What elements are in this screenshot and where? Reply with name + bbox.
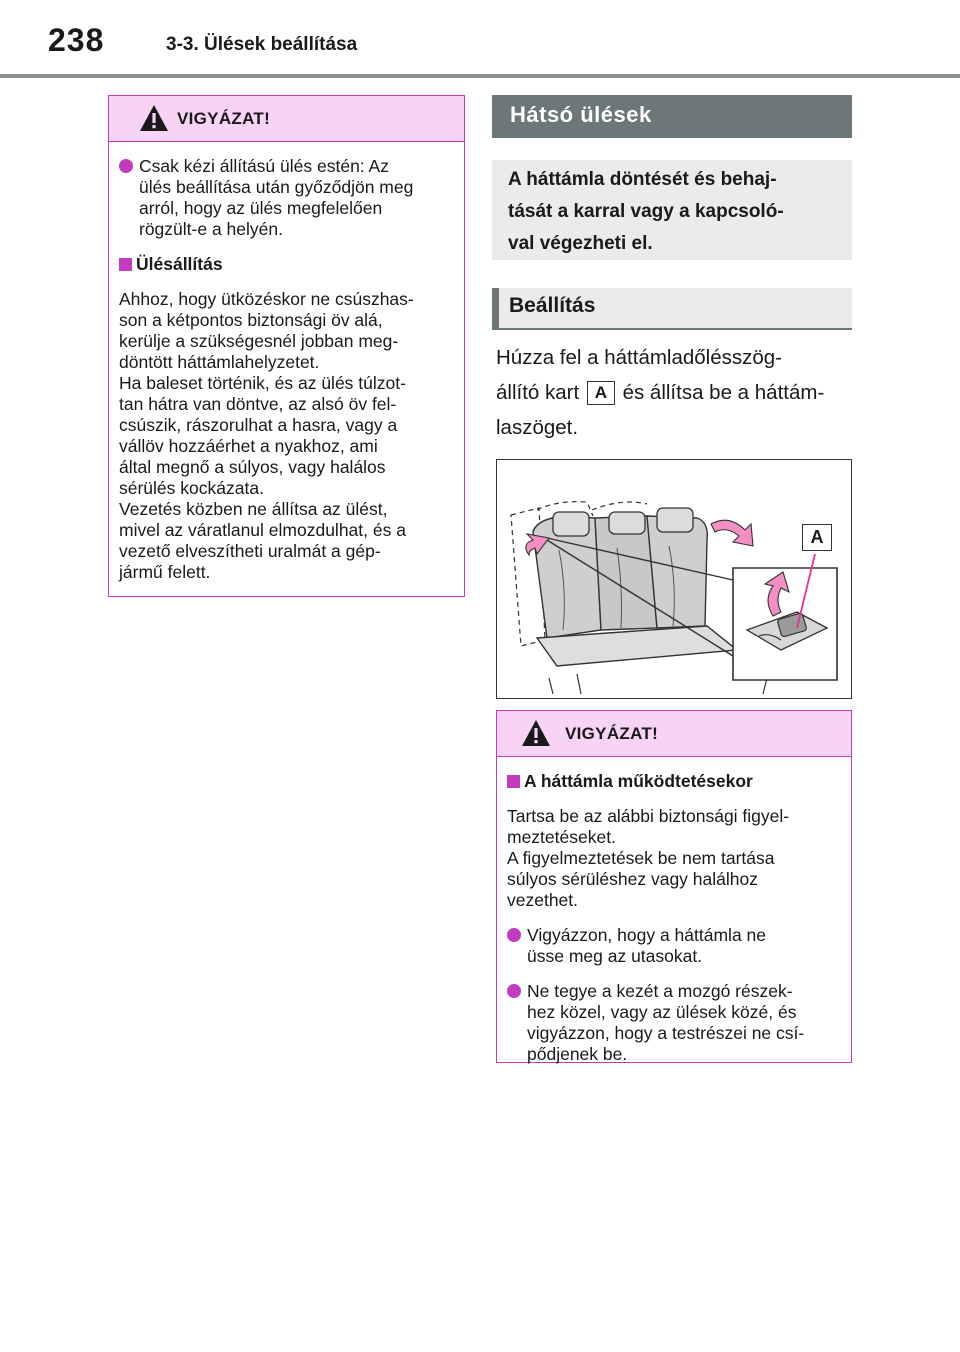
section-title: 3-3. Ülések beállítása <box>166 34 358 55</box>
instruction-line-3: laszöget. <box>496 416 579 439</box>
rear-seat-illustration <box>496 459 852 699</box>
rear-seat-drawing <box>497 460 852 699</box>
bullet-dot-icon <box>119 159 133 173</box>
bullet-dot-icon <box>507 984 521 998</box>
warning-bullet <box>507 925 835 967</box>
section-banner: Hátsó ülések <box>492 95 852 138</box>
warning-body <box>109 142 464 609</box>
warning-box-right <box>496 710 852 1063</box>
warning-subheading <box>507 771 835 792</box>
setting-heading: Beállítás <box>492 288 852 330</box>
warning-box-left <box>108 95 465 597</box>
instruction-line-2-start: állító kart <box>496 381 580 404</box>
warning-header <box>109 96 464 142</box>
warning-header <box>497 711 851 757</box>
bullet-text: Vigyázzon, hogy a háttámla ne üsse meg az utasokat. <box>527 925 767 966</box>
page-number: 238 <box>48 22 105 58</box>
intro-box <box>492 160 852 260</box>
warning-triangle-icon <box>139 104 169 132</box>
warning-label: VIGYÁZAT! <box>177 109 271 128</box>
bullet-dot-icon <box>507 928 521 942</box>
instruction-line-2-end: és állítsa be a háttám- <box>622 381 825 404</box>
warning-body <box>497 757 851 1091</box>
warning-subheading <box>119 254 448 275</box>
instruction-line-1: Húzza fel a háttámladőlésszög- <box>496 346 783 369</box>
bullet-text: Ne tegye a kezét a mozgó részek- hez közel, vagy az ülések közé, és vigyázzon, hogy a testrészei ne csí- pődjenek be. <box>527 981 805 1064</box>
subheading-text: Ülésállítás <box>136 254 223 274</box>
bullet-text: Csak kézi állítású ülés estén: Az ülés beállítása után győződjön meg arról, hogy az ülés megfelelően rögzült-e a helyén. <box>139 156 414 239</box>
instruction-text <box>496 340 856 445</box>
warning-label: VIGYÁZAT! <box>565 724 659 743</box>
warning-paragraph: Tartsa be az alábbi biztonsági figyel- meztetéseket. A figyelmeztetések be nem tartása súlyos sérüléshez vagy halálhoz vezethet. <box>507 806 790 910</box>
warning-triangle-icon <box>521 719 551 747</box>
instruction-line-2 <box>496 375 856 410</box>
square-bullet-icon <box>119 258 132 271</box>
square-bullet-icon <box>507 775 520 788</box>
subheading-text: A háttámla működtetésekor <box>524 771 753 791</box>
warning-bullet <box>119 156 448 240</box>
warning-paragraph: Ahhoz, hogy ütközéskor ne csúszhas- son a kétpontos biztonsági öv alá, kerülje a szükségesnél jobban meg- döntött háttámlahelyzetet. Ha baleset történik, és az ülés túlzot- tan hátra van döntve, az alsó öv fel- csúszik, rászorulhat a hasra, vagy a vállöv hozzáérhet a nyakhoz, ami által megnő a súlyos, vagy halálos sérülés kockázata. Vezetés közben ne állítsa az ülést, mivel az váratlanul elmozdulhat, és a vezető elveszítheti uralmát a gép- jármű felett. <box>119 289 414 582</box>
header-rule <box>0 74 960 78</box>
warning-bullet <box>507 981 835 1065</box>
inline-callout-key: A <box>587 381 615 405</box>
intro-text: A háttámla döntését és behaj- tását a karral vagy a kapcsoló- val végezheti el. <box>508 169 784 254</box>
figure-callout-key: A <box>802 524 832 551</box>
